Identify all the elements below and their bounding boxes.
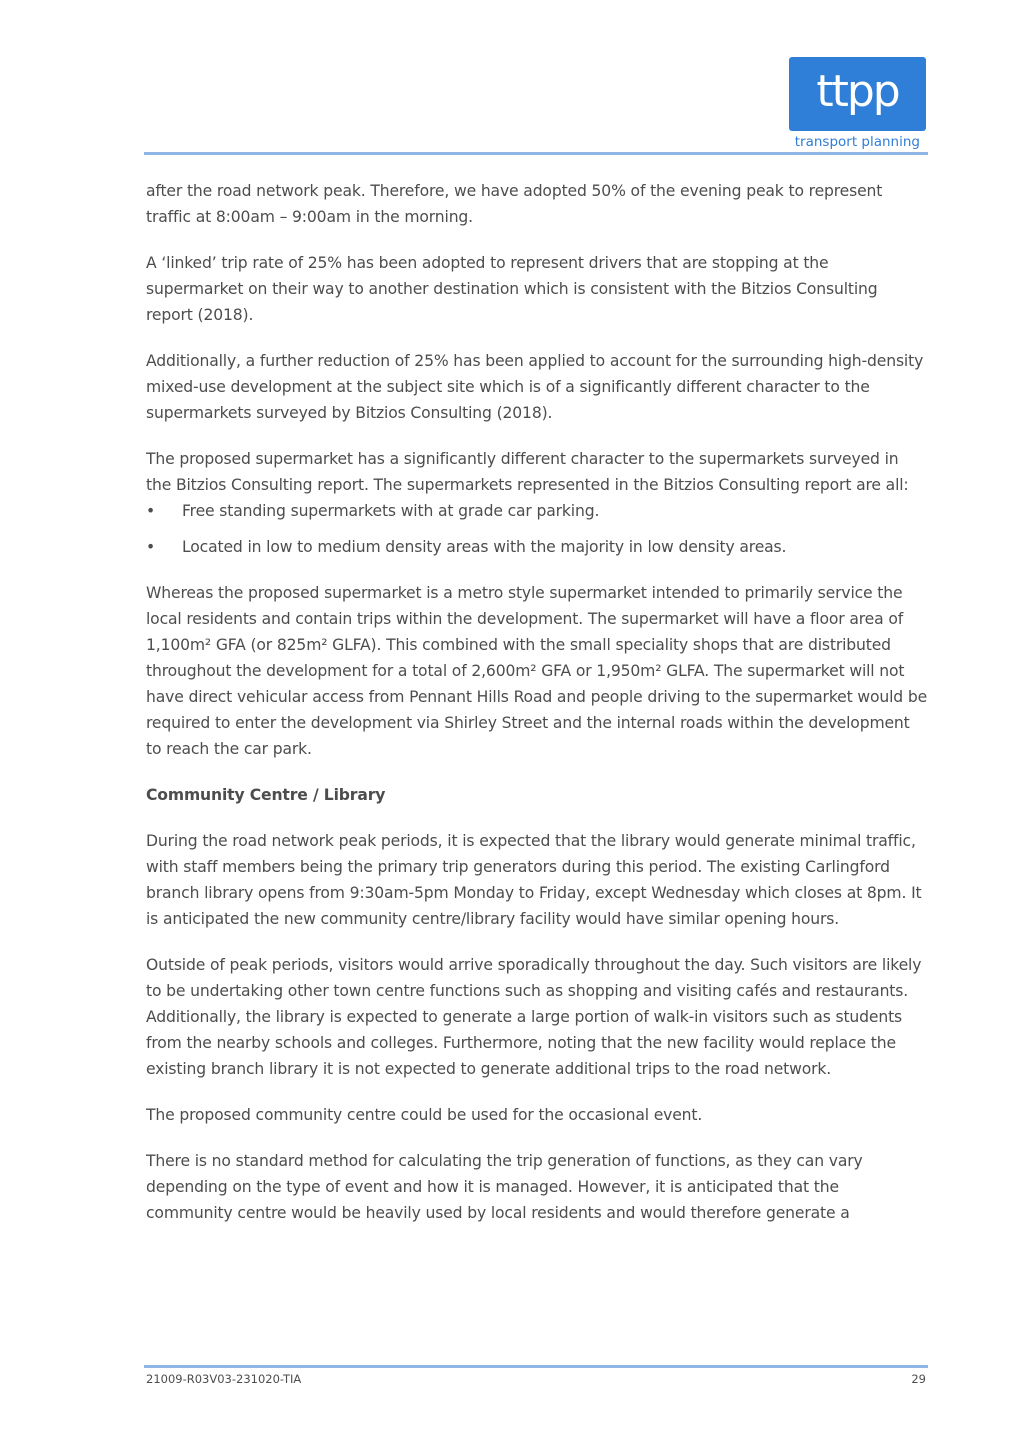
paragraph-3: Additionally, a further reduction of 25% has been applied to account for the surrounding high-density mixed-use development at the subject site which is of a significantly different character to the supermarkets surveyed by Bitzios Consulting (2018). (146, 352, 924, 422)
company-logo (789, 57, 926, 150)
document-reference: 21009-R03V03-231020-TIA (146, 1372, 302, 1386)
logo-subtitle: transport planning (794, 134, 920, 150)
page-number: 29 (911, 1372, 926, 1386)
paragraph-2: A ‘linked’ trip rate of 25% has been adopted to represent drivers that are stopping at the supermarket on their way to another destination which is consistent with the Bitzios Consulting report (2018). (146, 254, 878, 324)
section-heading: Community Centre / Library (146, 786, 386, 804)
paragraph-4: The proposed supermarket has a significantly different character to the supermarkets surveyed in the Bitzios Consulting report. The supermarkets represented in the Bitzios Consulting report are all: (146, 450, 909, 494)
paragraph-1: after the road network peak. Therefore, we have adopted 50% of the evening peak to represent traffic at 8:00am – 9:00am in the morning. (146, 182, 883, 226)
paragraph-9: There is no standard method for calculating the trip generation of functions, as they can vary depending on the type of event and how it is managed. However, it is anticipated that the community centre would be heavily used by local residents and would therefore generate a (146, 1152, 863, 1222)
logo-mark: ttpp (789, 57, 926, 131)
footer-divider (144, 1365, 928, 1368)
paragraph-6: During the road network peak periods, it is expected that the library would generate minimal traffic, with staff members being the primary trip generators during this period. The existing Carlingford branch library opens from 9:30am-5pm Monday to Friday, except Wednesday which closes at 8pm. It is anticipated the new community centre/library facility would have similar opening hours. (146, 832, 922, 928)
bullet-item-1: • Free standing supermarkets with at grade car parking. (146, 498, 928, 524)
paragraph-8: The proposed community centre could be used for the occasional event. (146, 1106, 703, 1124)
bullet-list (146, 498, 928, 560)
paragraph-7: Outside of peak periods, visitors would arrive sporadically throughout the day. Such visitors are likely to be undertaking other town centre functions such as shopping and visiting cafés and restaurants. Additionally, the library is expected to generate a large portion of walk-in visitors such as students from the nearby schools and colleges. Furthermore, noting that the new facility would replace the existing branch library it is not expected to generate additional trips to the road network. (146, 956, 922, 1078)
paragraph-5: Whereas the proposed supermarket is a metro style supermarket intended to primarily service the local residents and contain trips within the development. The supermarket will have a floor area of 1,100m² GFA (or 825m² GLFA). This combined with the small speciality shops that are distributed throughout the development for a total of 2,600m² GFA or 1,950m² GLFA. The supermarket will not have direct vehicular access from Pennant Hills Road and people driving to the supermarket would be required to enter the development via Shirley Street and the internal roads within the development to reach the car park. (146, 584, 928, 758)
bullet-item-2: • Located in low to medium density areas with the majority in low density areas. (146, 534, 928, 560)
header-divider (144, 152, 928, 155)
page-body (146, 178, 928, 1246)
